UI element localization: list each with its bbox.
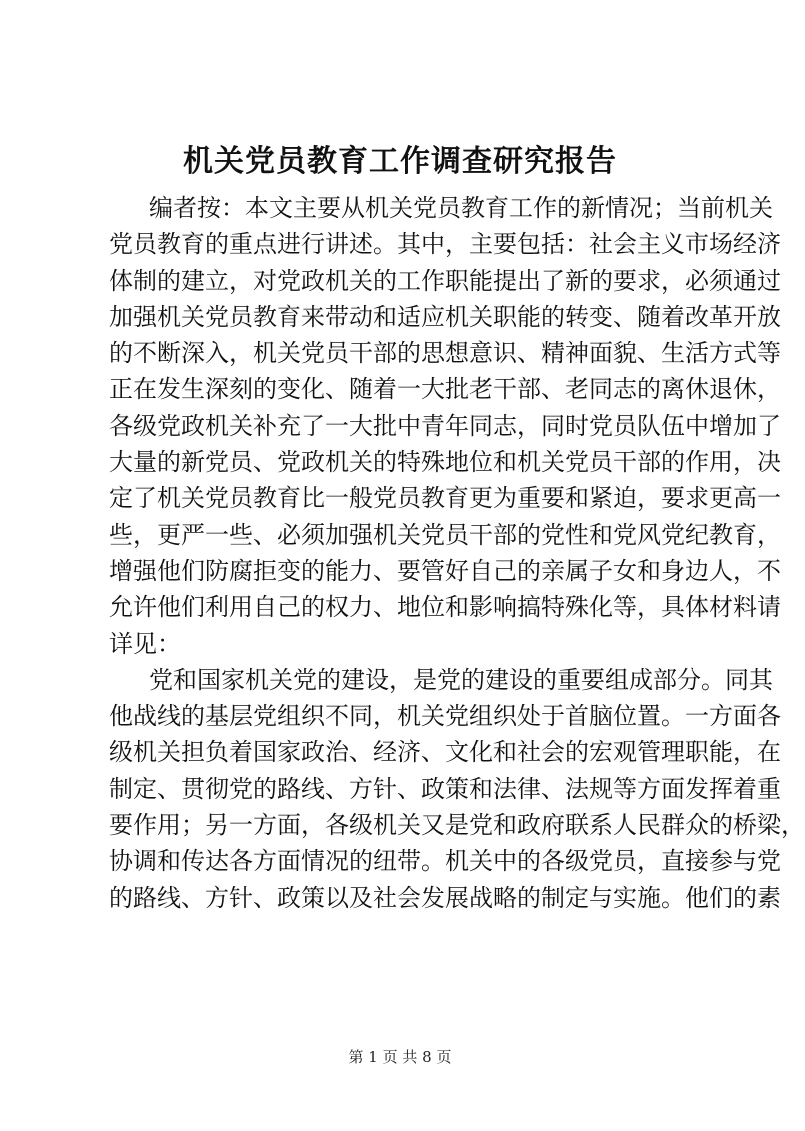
text-line: 加强机关党员教育来带动和适应机关职能的转变、随着改革开放 xyxy=(109,302,781,331)
text-line: 要作用；另一方面，各级机关又是党和政府联系人民群众的桥梁， xyxy=(109,811,805,840)
paragraph-editor-note xyxy=(109,190,781,662)
text-line: 大量的新党员、党政机关的特殊地位和机关党员干部的作用，决 xyxy=(109,448,781,477)
text-line: 党和国家机关党的建设，是党的建设的重要组成部分。同其 xyxy=(149,665,773,694)
text-line: 级机关担负着国家政治、经济、文化和社会的宏观管理职能，在 xyxy=(109,738,781,767)
text-line: 的路线、方针、政策以及社会发展战略的制定与实施。他们的素 xyxy=(109,883,781,912)
document-body xyxy=(109,190,805,916)
text-line: 他战线的基层党组织不同，机关党组织处于首脑位置。一方面各 xyxy=(109,702,781,731)
text-line: 定了机关党员教育比一般党员教育更为重要和紧迫，要求更高一 xyxy=(109,484,781,513)
text-line: 体制的建立，对党政机关的工作职能提出了新的要求，必须通过 xyxy=(109,266,781,295)
text-line: 各级党政机关补充了一大批中青年同志，同时党员队伍中增加了 xyxy=(109,411,781,440)
text-line: 正在发生深刻的变化、随着一大批老干部、老同志的离休退休， xyxy=(109,375,781,404)
text-line: 允许他们利用自己的权力、地位和影响搞特殊化等，具体材料请 xyxy=(109,593,781,622)
document-title: 机关党员教育工作调查研究报告 xyxy=(183,144,617,179)
text-line: 制定、贯彻党的路线、方针、政策和法律、法规等方面发挥着重 xyxy=(109,774,781,803)
text-line: 编者按：本文主要从机关党员教育工作的新情况；当前机关 xyxy=(149,194,773,222)
text-line: 详见： xyxy=(109,629,181,658)
text-line: 的不断深入，机关党员干部的思想意识、精神面貌、生活方式等 xyxy=(109,339,781,368)
text-line: 增强他们防腐拒变的能力、要管好自己的亲属子女和身边人，不 xyxy=(109,556,781,585)
paragraph-body xyxy=(109,662,805,916)
text-line: 党员教育的重点进行讲述。其中，主要包括：社会主义市场经济 xyxy=(109,230,781,259)
page-footer: 第 1 页 共 8 页 xyxy=(348,1048,452,1066)
text-line: 协调和传达各方面情况的纽带。机关中的各级党员，直接参与党 xyxy=(109,847,781,876)
text-line: 些，更严一些、必须加强机关党员干部的党性和党风党纪教育， xyxy=(109,520,781,549)
